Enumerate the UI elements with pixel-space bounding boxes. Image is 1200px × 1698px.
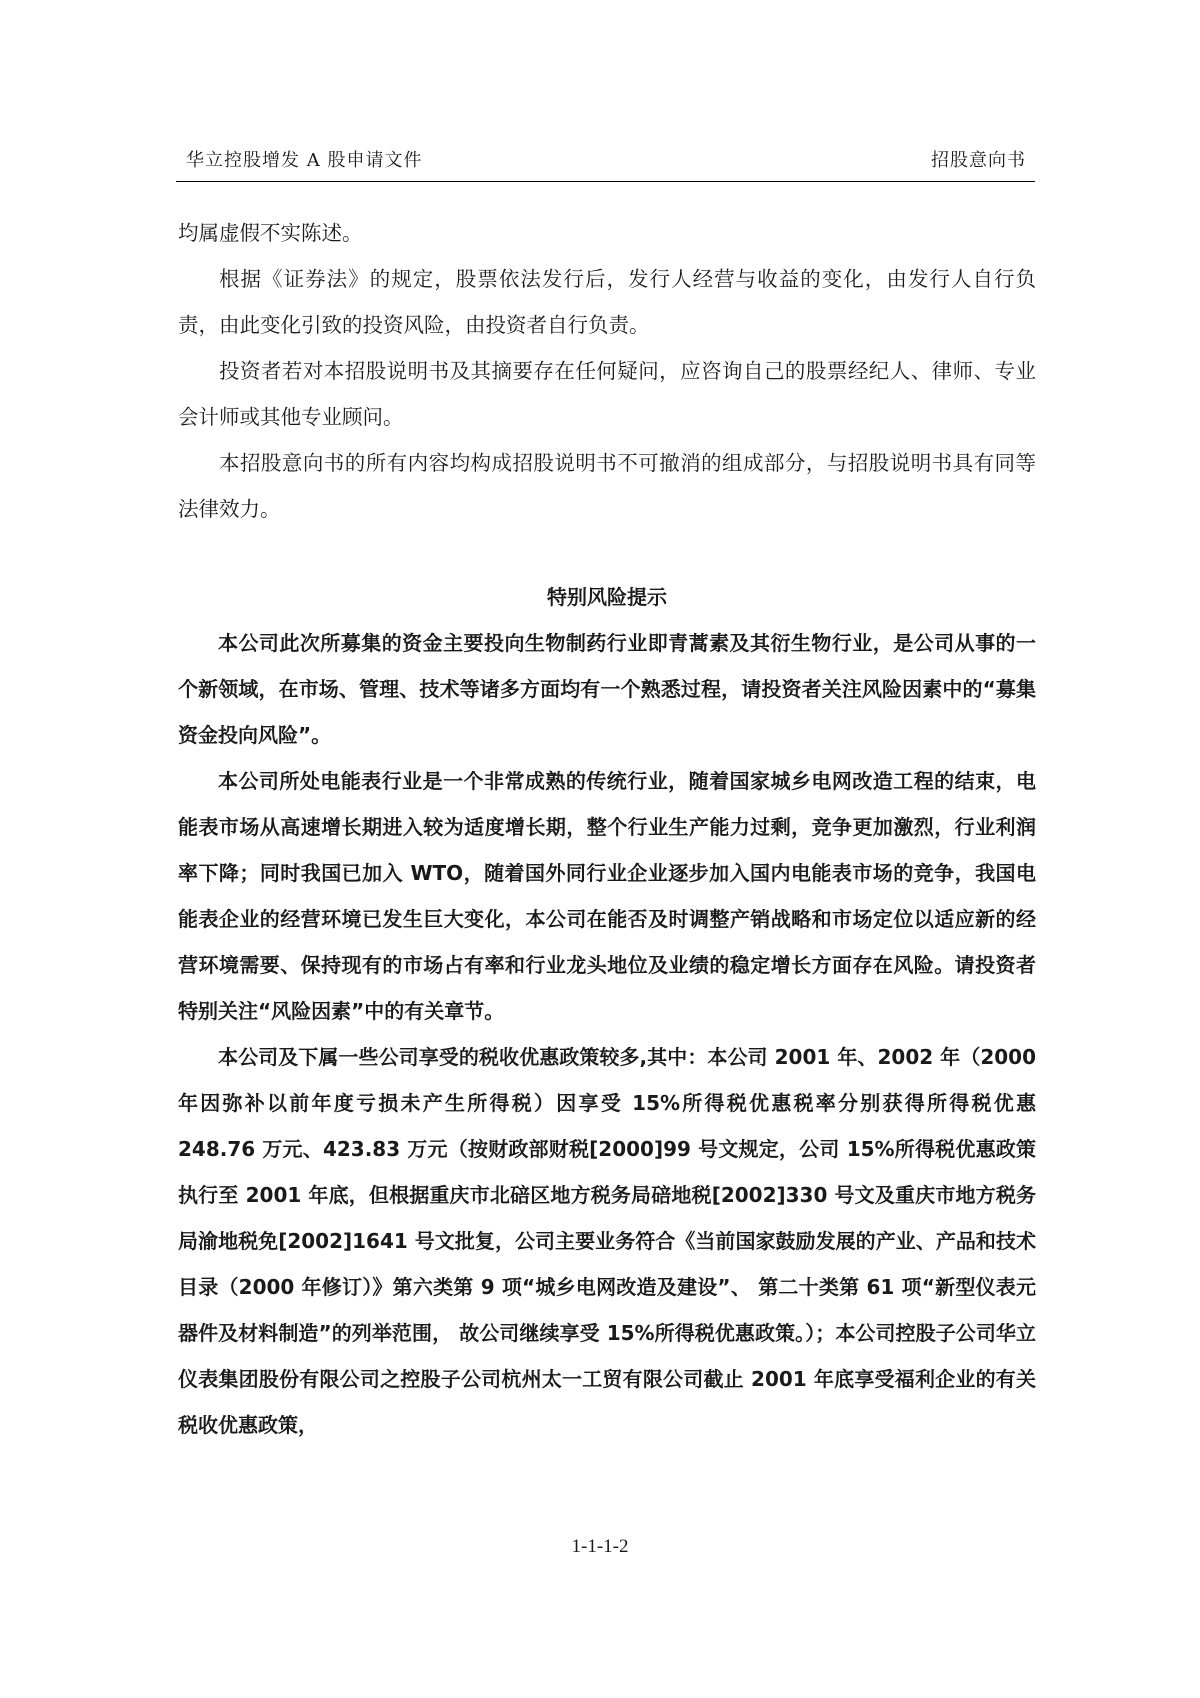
risk-paragraph-3: 本公司及下属一些公司享受的税收优惠政策较多,其中：本公司 2001 年、2002 年（2000 年因弥补以前年度亏损未产生所得税）因享受 15%所得税优惠税率分别获得所得税优惠 248.76 万元、423.83 万元（按财政部财税[2000]99 号文规定，公司 15%所得税优惠政策执行至 2001 年底，但根据重庆市北碚区地方税务局碚地税[2002]330 号文及重庆市地方税务局渝地税免[2002]1641 号文批复，公司主要业务符合《当前国家鼓励发展的产业、产品和技术目录（2000 年修订）》第六类第 9 项“城乡电网改造及建设”、 第二十类第 61 项“新型仪表元器件及材料制造”的列举范围， 故公司继续享受 15%所得税优惠政策。）；本公司控股子公司华立仪表集团股份有限公司之控股子公司杭州太一工贸有限公司截止 2001 年底享受福利企业的有关税收优惠政策，	[178, 1045, 1036, 1437]
page-header	[180, 146, 1034, 172]
risk-section-title: 特别风险提示	[547, 585, 667, 609]
risk-paragraph-2: 本公司所处电能表行业是一个非常成熟的传统行业，随着国家城乡电网改造工程的结束，电能表市场从高速增长期进入较为适度增长期，整个行业生产能力过剩，竞争更加激烈，行业利润率下降；同时我国已加入 WTO，随着国外同行业企业逐步加入国内电能表市场的竞争，我国电能表企业的经营环境已发生巨大变化，本公司在能否及时调整产销战略和市场定位以适应新的经营环境需要、保持现有的市场占有率和行业龙头地位及业绩的稳定增长方面存在风险。请投资者特别关注“风险因素”中的有关章节。	[178, 769, 1036, 1023]
header-divider	[176, 181, 1035, 182]
intro-paragraph-4: 本招股意向书的所有内容均构成招股说明书不可撤消的组成部分，与招股说明书具有同等法律效力。	[178, 451, 1036, 521]
intro-paragraph-1: 均属虚假不实陈述。	[178, 221, 363, 245]
intro-paragraph-2: 根据《证券法》的规定，股票依法发行后，发行人经营与收益的变化，由发行人自行负责，由此变化引致的投资风险，由投资者自行负责。	[178, 267, 1036, 337]
header-section-title: 招股意向书	[931, 150, 1026, 171]
page-number: 1-1-1-2	[571, 1536, 629, 1557]
intro-paragraph-3: 投资者若对本招股说明书及其摘要存在任何疑问，应咨询自己的股票经纪人、律师、专业会计师或其他专业顾问。	[178, 359, 1036, 429]
document-body	[178, 210, 1036, 1448]
risk-paragraph-1: 本公司此次所募集的资金主要投向生物制药行业即青蒿素及其衍生物行业，是公司从事的一个新领域，在市场、管理、技术等诸多方面均有一个熟悉过程，请投资者关注风险因素中的“募集资金投向风险”。	[178, 631, 1036, 747]
header-document-title: 华立控股增发 A 股申请文件	[186, 150, 423, 171]
